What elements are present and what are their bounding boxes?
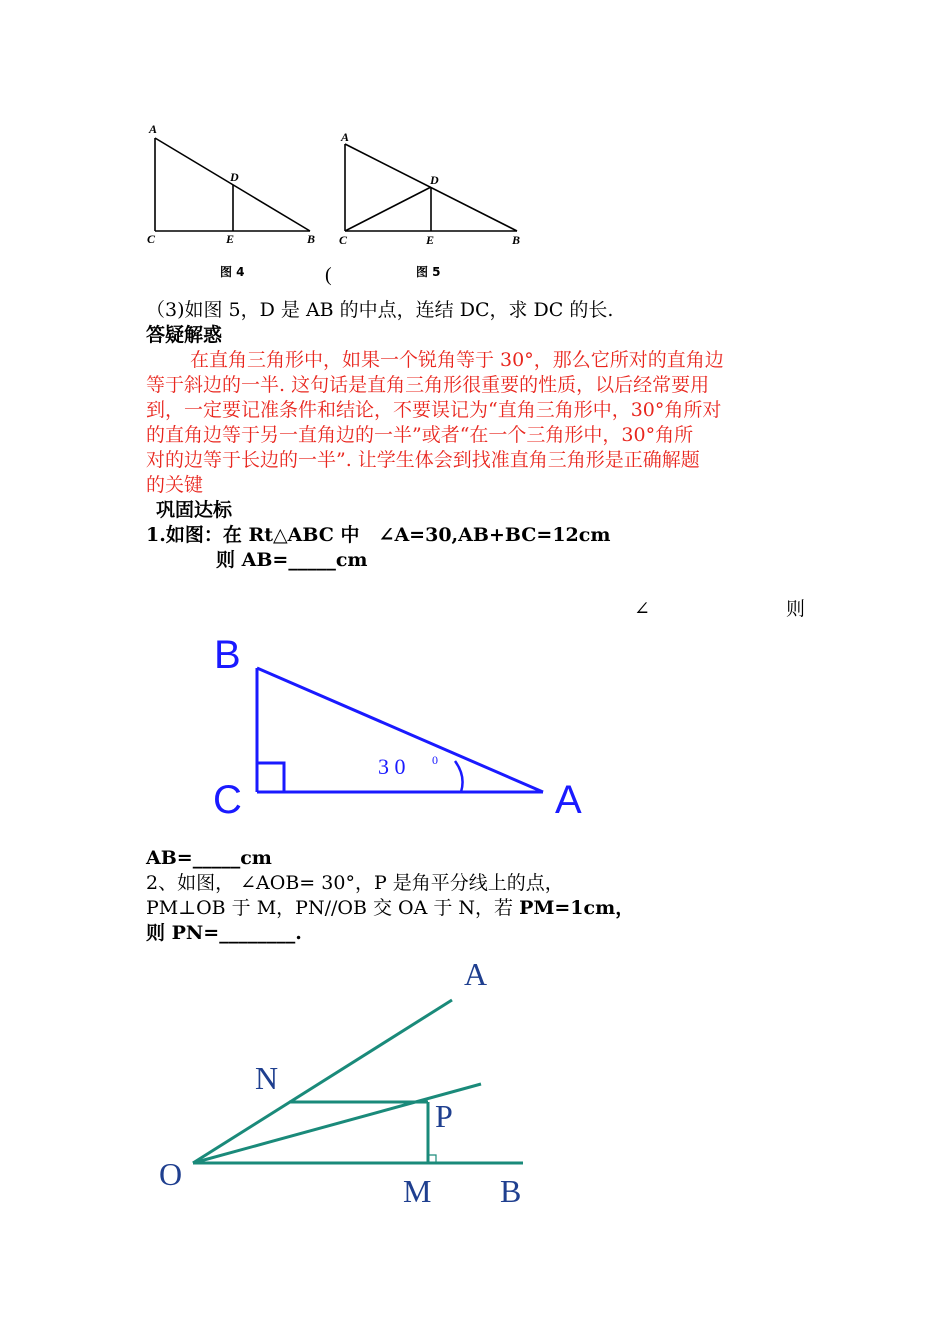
answer-line-4: 的直角边等于另一直角边的一半”或者“在一个三角形中，30°角所 xyxy=(146,424,694,446)
q1-line-2: 则 AB=_____cm xyxy=(216,549,368,571)
stray-then-char: 则 xyxy=(786,598,806,620)
fig4-label-c: C xyxy=(147,232,156,246)
stray-angle-symbol: ∠ xyxy=(634,598,650,620)
bisector-label-p: P xyxy=(435,1098,453,1134)
fig4-label-a: A xyxy=(149,122,158,136)
fig4-label-d: D xyxy=(230,170,239,184)
fig4-label-e: E xyxy=(226,232,235,246)
fig5-label-a: A xyxy=(341,130,350,144)
triangle-figure xyxy=(0,620,950,830)
fig4-caption: 图 4 xyxy=(220,265,245,279)
q1-answer-line: AB=_____cm xyxy=(146,847,272,869)
q2-line-2-bold: PM=1cm， xyxy=(519,897,635,919)
fig5-label-d: D xyxy=(430,173,439,187)
triangle-label-a: A xyxy=(555,778,582,822)
triangle-label-b: B xyxy=(214,633,241,677)
bisector-label-o: O xyxy=(159,1156,183,1192)
bisector-figure xyxy=(0,950,950,1220)
figure-4 xyxy=(155,138,310,231)
answer-line-6: 的关键 xyxy=(146,474,204,496)
answer-line-1: 在直角三角形中，如果一个锐角等于 30°，那么它所对的直角边 xyxy=(190,349,724,371)
bisector-label-a: A xyxy=(464,956,488,992)
ray-oa xyxy=(193,1000,452,1163)
angle-text: 3 0 xyxy=(378,754,406,779)
answer-line-3: 到，一定要记准条件和结论，不要误记为“直角三角形中，30°角所对 xyxy=(146,399,722,421)
figure-5 xyxy=(345,144,517,231)
right-angle-mark xyxy=(257,763,284,792)
angle-degree-sup: 0 xyxy=(432,753,438,767)
q2-line-2 xyxy=(146,896,634,921)
bisector-label-b: B xyxy=(500,1173,522,1209)
stray-parenthesis: ( xyxy=(325,264,332,286)
answer-line-2: 等于斜边的一半. 这句话是直角三角形很重要的性质，以后经常要用 xyxy=(146,374,710,396)
q2-line-2-text: PM⊥OB 于 M，PN//OB 交 OA 于 N，若 xyxy=(146,897,520,919)
fig5-label-b: B xyxy=(512,233,521,247)
bisector-label-n: N xyxy=(255,1060,279,1096)
q2-line-3: 则 PN=________. xyxy=(146,922,302,944)
triangle-label-c: C xyxy=(213,778,242,822)
angle-arc xyxy=(455,761,463,792)
fig5-label-e: E xyxy=(426,233,435,247)
section-answer-title: 答疑解惑 xyxy=(146,324,223,346)
section-practice-title: 巩固达标 xyxy=(156,499,233,521)
fig5-caption: 图 5 xyxy=(416,265,441,279)
fig4-label-b: B xyxy=(307,232,316,246)
q1-line-1: 1.如图：在 Rt△ABC 中 ∠A=30,AB+BC=12cm xyxy=(146,524,611,546)
q2-line-1: 2、如图， ∠AOB= 30°，P 是角平分线上的点， xyxy=(146,872,564,894)
answer-line-5: 对的边等于长边的一半”. 让学生体会到找准直角三角形是正确解题 xyxy=(146,449,700,471)
fig5-label-c: C xyxy=(339,233,348,247)
bisector-label-m: M xyxy=(403,1173,432,1209)
question-3: （3)如图 5，D 是 AB 的中点，连结 DC，求 DC 的长. xyxy=(146,299,614,321)
figure-4-and-5 xyxy=(0,0,950,290)
